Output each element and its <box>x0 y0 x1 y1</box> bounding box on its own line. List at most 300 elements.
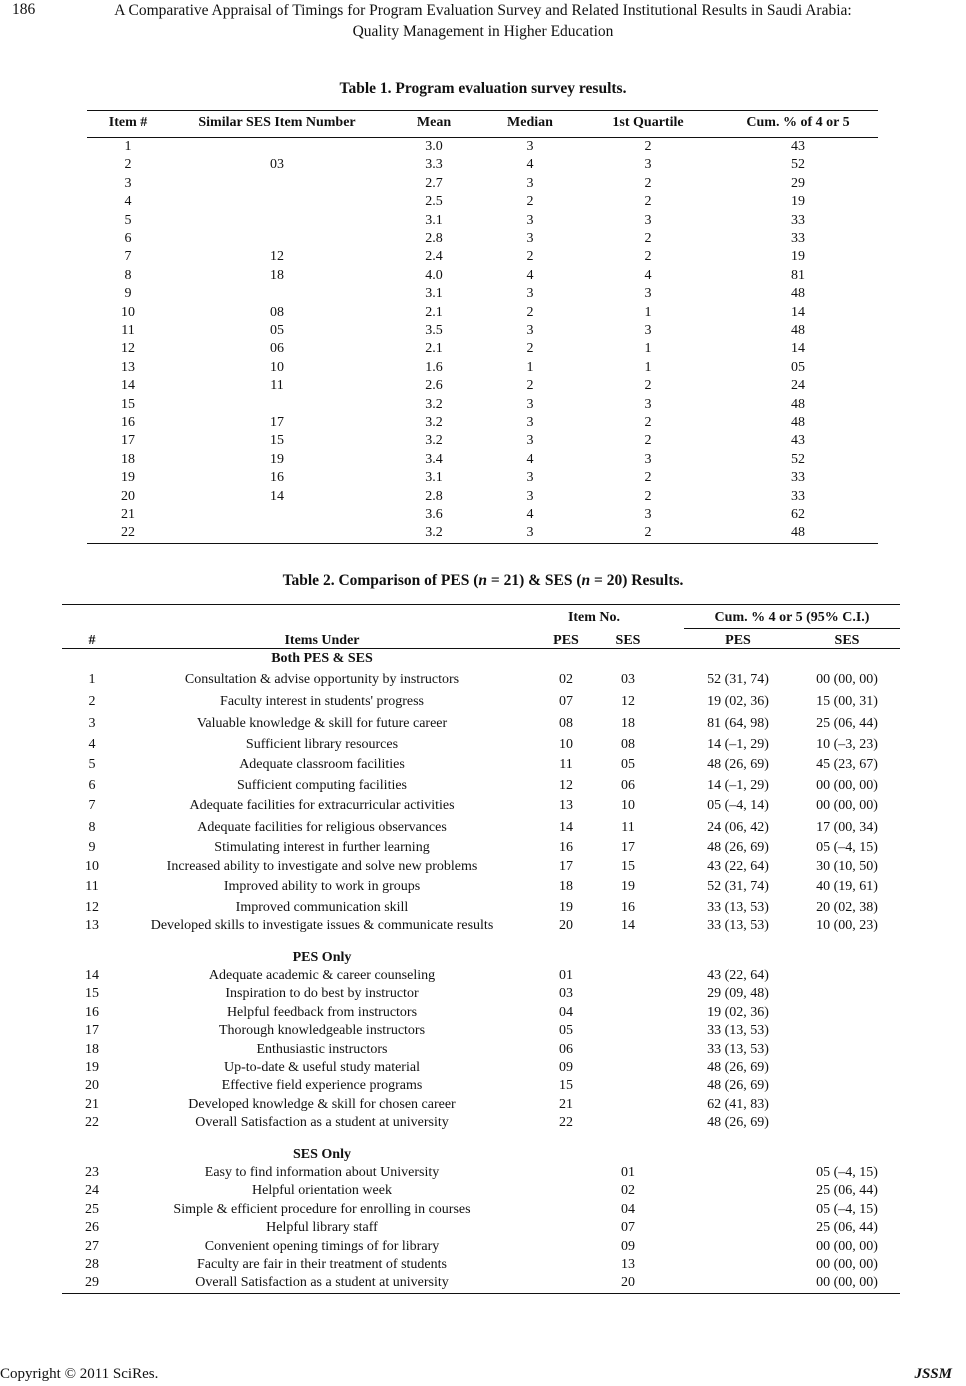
table2-cell-item: Stimulating interest in further learning <box>214 840 430 855</box>
table1-cell-first-quartile: 2 <box>644 470 652 486</box>
table2-cell-pes-cum: 48 (26, 69) <box>707 1078 769 1093</box>
table2-cell-ses-cum: 15 (00, 31) <box>816 694 878 709</box>
table2-cell-pes-item: 07 <box>559 694 573 709</box>
table2-caption <box>0 571 966 590</box>
table1-cell-similar-ses: 05 <box>270 323 284 338</box>
table2-cell-pes-item: 19 <box>559 900 573 915</box>
table1-row <box>87 340 878 358</box>
table1-cell-median: 3 <box>526 323 534 338</box>
table2-row <box>62 1077 900 1095</box>
table2-section-title: SES Only <box>293 1147 351 1162</box>
table2-cell-index: 9 <box>88 840 96 855</box>
table2-cell-ses-item: 14 <box>621 918 635 933</box>
table1-row <box>87 138 878 156</box>
table2-cell-pes-cum: 29 (09, 48) <box>707 986 769 1001</box>
table2-cell-index: 21 <box>85 1097 99 1112</box>
table1-cell-mean: 2.6 <box>425 378 443 394</box>
table1-cell-median: 3 <box>526 415 534 430</box>
table1-cell-mean: 2.8 <box>425 231 443 246</box>
table2-cell-index: 29 <box>85 1275 99 1290</box>
table2-cell-ses-item: 16 <box>621 900 635 915</box>
table1-row <box>87 414 878 432</box>
table2-cell-index: 2 <box>88 694 96 709</box>
table2-row <box>62 878 900 896</box>
table1-row <box>87 396 878 414</box>
table2-cell-index: 14 <box>85 968 99 983</box>
table2-cell-pes-item: 15 <box>559 1078 573 1093</box>
table2-group-cum: Cum. % 4 or 5 (95% C.I.) <box>714 610 870 625</box>
table2-row <box>62 1201 900 1219</box>
table2-cell-ses-item: 10 <box>621 798 635 813</box>
table2-cell-index: 16 <box>85 1005 99 1020</box>
table2-cell-index: 25 <box>85 1202 99 1217</box>
table1-cell-first-quartile: 4 <box>644 267 652 283</box>
table2-cell-ses-item: 09 <box>621 1239 635 1254</box>
table1-cell-item: 9 <box>124 286 132 302</box>
table2-cell-item: Overall Satisfaction as a student at university <box>195 1275 449 1290</box>
table2-cell-item: Helpful orientation week <box>252 1183 392 1198</box>
table1-cell-first-quartile: 1 <box>644 341 652 357</box>
table2-cell-pes-item: 14 <box>559 820 573 835</box>
table2-cell-ses-cum: 05 (–4, 15) <box>816 1202 878 1217</box>
table2-row <box>62 1041 900 1059</box>
table2-cell-pes-item: 09 <box>559 1060 573 1075</box>
table2-row <box>62 671 900 689</box>
table1-cell-mean: 3.2 <box>425 525 443 541</box>
table1-cell-first-quartile: 2 <box>644 378 652 394</box>
table1-cell-cum-pct: 24 <box>791 378 805 394</box>
table2-col-ses-item: SES <box>615 633 641 648</box>
table2-cell-pes-item: 20 <box>559 918 573 933</box>
table1-row <box>87 469 878 487</box>
table1-cell-cum-pct: 52 <box>791 451 805 467</box>
table1-row <box>87 451 878 469</box>
table2-cell-ses-item: 20 <box>621 1275 635 1290</box>
table1-cell-median: 4 <box>526 157 534 173</box>
table1-row <box>87 377 878 395</box>
table1-cell-item: 12 <box>121 341 135 357</box>
footer-copyright: Copyright © 2011 SciRes. <box>0 1366 159 1382</box>
table2-cell-item: Adequate facilities for extracurricular activities <box>189 798 455 813</box>
table1-cell-median: 4 <box>526 451 534 467</box>
table1-col-median: Median <box>507 115 553 130</box>
table1-cell-first-quartile: 3 <box>644 286 652 302</box>
table2-col-pes-item: PES <box>553 633 579 648</box>
table1-cell-cum-pct: 33 <box>791 231 805 246</box>
table2-cell-ses-cum: 00 (00, 00) <box>816 1257 878 1272</box>
table2-group-item-no: Item No. <box>567 610 621 625</box>
table2-cell-pes-cum: 19 (02, 36) <box>707 1005 769 1020</box>
table2-cell-ses-cum: 05 (–4, 15) <box>816 1165 878 1180</box>
table1-cell-first-quartile: 2 <box>644 194 652 210</box>
table2-cell-pes-cum: 33 (13, 53) <box>707 918 769 933</box>
table1-cell-item: 18 <box>121 451 135 467</box>
table2-cell-pes-cum: 48 (26, 69) <box>707 1115 769 1130</box>
table2-row <box>62 797 900 815</box>
table1-cell-median: 3 <box>526 525 534 541</box>
table2-col-pes-cum: PES <box>725 633 751 648</box>
table2-cell-pes-cum: 48 (26, 69) <box>707 840 769 855</box>
table1-row <box>87 304 878 322</box>
table1-row <box>87 175 878 193</box>
table2-cell-pes-item: 17 <box>559 859 573 874</box>
table2-cell-pes-item: 05 <box>559 1023 573 1038</box>
table2-cell-item: Improved communication skill <box>235 900 409 915</box>
table2-cell-pes-cum: 81 (64, 98) <box>707 716 769 731</box>
table1-cell-item: 10 <box>121 304 135 320</box>
table1-cell-first-quartile: 3 <box>644 212 652 228</box>
table1-cell-cum-pct: 48 <box>791 323 805 338</box>
table1-cell-cum-pct: 48 <box>791 415 805 430</box>
table1-cell-similar-ses: 17 <box>270 415 284 430</box>
table1-cell-mean: 3.1 <box>425 286 443 302</box>
table1-cell-first-quartile: 2 <box>644 488 652 504</box>
table2-cell-item: Adequate classroom facilities <box>239 757 405 772</box>
table1-cell-similar-ses: 11 <box>270 378 284 394</box>
table2-cell-item: Enthusiastic instructors <box>256 1042 388 1057</box>
table1-row <box>87 488 878 506</box>
table2-cell-index: 18 <box>85 1042 99 1057</box>
table1-cell-item: 11 <box>121 323 135 338</box>
table1-cell-median: 3 <box>526 433 534 449</box>
table2-caption-n1: n <box>478 572 488 589</box>
table1-cell-item: 6 <box>124 231 132 246</box>
table2-cell-pes-cum: 33 (13, 53) <box>707 1042 769 1057</box>
table2-section-pes-only <box>62 949 900 967</box>
table2-cell-item: Developed knowledge & skill for chosen career <box>188 1097 456 1112</box>
table1-cell-median: 4 <box>526 267 534 283</box>
table1-cell-item: 3 <box>124 175 132 191</box>
table1-cell-item: 13 <box>121 359 135 375</box>
table1-cell-first-quartile: 3 <box>644 451 652 467</box>
table2-cell-ses-cum: 25 (06, 44) <box>816 1183 878 1198</box>
table2-row <box>62 967 900 985</box>
table2-row <box>62 1096 900 1114</box>
table2-cell-pes-cum: 43 (22, 64) <box>707 968 769 983</box>
table2-cell-pes-cum: 62 (41, 83) <box>707 1097 769 1112</box>
table2-cell-index: 26 <box>85 1220 99 1235</box>
table1-cell-similar-ses: 06 <box>270 341 284 357</box>
table2-row <box>62 736 900 754</box>
table1-cell-item: 19 <box>121 470 135 486</box>
table1-cell-first-quartile: 3 <box>644 396 652 412</box>
table2-cell-index: 8 <box>88 820 96 835</box>
table2-row <box>62 1182 900 1200</box>
table1-row <box>87 322 878 340</box>
table1-cell-similar-ses: 19 <box>270 451 284 467</box>
table1-cell-similar-ses: 18 <box>270 267 284 283</box>
table2-cell-pes-cum: 14 (–1, 29) <box>707 778 769 793</box>
table1-cell-cum-pct: 43 <box>791 139 805 154</box>
table1-cell-mean: 2.1 <box>425 341 443 357</box>
table1-cell-mean: 3.6 <box>425 507 443 522</box>
table1-cell-similar-ses: 15 <box>270 433 284 449</box>
table2-row <box>62 899 900 917</box>
table2-cell-index: 20 <box>85 1078 99 1093</box>
table1-cell-median: 2 <box>526 378 534 394</box>
table2-cell-index: 6 <box>88 778 96 793</box>
table1-cell-mean: 3.4 <box>425 451 443 467</box>
table2-col-items-under: Items Under <box>284 633 360 648</box>
table1-cell-median: 3 <box>526 231 534 246</box>
table1-cell-item: 15 <box>121 396 135 412</box>
table1-row <box>87 156 878 174</box>
table1-bottom-rule <box>87 543 878 544</box>
table2-cell-pes-cum: 24 (06, 42) <box>707 820 769 835</box>
table2-cell-pes-item: 16 <box>559 840 573 855</box>
table1-cell-first-quartile: 3 <box>644 323 652 338</box>
table2-cell-pes-item: 01 <box>559 968 573 983</box>
table2-cell-pes-cum: 33 (13, 53) <box>707 1023 769 1038</box>
table1-cell-cum-pct: 33 <box>791 470 805 486</box>
table2-cell-ses-item: 17 <box>621 840 635 855</box>
table1-cell-median: 3 <box>526 175 534 191</box>
table1-cell-item: 14 <box>121 378 135 394</box>
table2-cell-ses-item: 05 <box>621 757 635 772</box>
table1-row <box>87 506 878 524</box>
table1-cell-cum-pct: 14 <box>791 304 805 320</box>
table1-cell-first-quartile: 2 <box>644 525 652 541</box>
table2-cell-item: Consultation & advise opportunity by instructors <box>184 672 460 687</box>
table1-row <box>87 285 878 303</box>
table2-cell-ses-item: 13 <box>621 1257 635 1272</box>
table2-row <box>62 715 900 733</box>
table1-cell-median: 3 <box>526 396 534 412</box>
table2-row <box>62 917 900 935</box>
table1-cell-item: 20 <box>121 488 135 504</box>
table2-cell-ses-cum: 00 (00, 00) <box>816 1239 878 1254</box>
table1-cell-item: 17 <box>121 433 135 449</box>
table2-cell-pes-item: 21 <box>559 1097 573 1112</box>
table2-cell-item: Valuable knowledge & skill for future career <box>196 716 448 731</box>
table2-cell-ses-cum: 20 (02, 38) <box>816 900 878 915</box>
running-title-line-1: A Comparative Appraisal of Timings for Program Evaluation Survey and Related Institutional Results in Saudi Arabia: <box>114 2 852 19</box>
table2-group-rule <box>684 628 900 629</box>
table1-cell-cum-pct: 48 <box>791 525 805 541</box>
table1-col-first-quartile: 1st Quartile <box>612 115 684 130</box>
table2-cell-item: Adequate facilities for religious observances <box>197 820 447 835</box>
table2-cell-item: Inspiration to do best by instructor <box>225 986 419 1001</box>
table2-cell-ses-item: 03 <box>621 672 635 687</box>
table1-col-item: Item # <box>108 115 148 130</box>
table1-cell-mean: 2.5 <box>425 194 443 210</box>
table1-cell-cum-pct: 48 <box>791 396 805 412</box>
table1-cell-first-quartile: 2 <box>644 415 652 430</box>
table1-cell-similar-ses: 16 <box>270 470 284 486</box>
table1-cell-mean: 4.0 <box>425 267 443 283</box>
table2-cell-pes-item: 11 <box>559 757 573 772</box>
table2-cell-pes-cum: 14 (–1, 29) <box>707 737 769 752</box>
table1-cell-item: 8 <box>124 267 132 283</box>
table2-row <box>62 819 900 837</box>
table2-cell-pes-item: 10 <box>559 737 573 752</box>
running-title-line-2: Quality Management in Higher Education <box>352 23 614 40</box>
table2-header-rule <box>62 648 900 649</box>
table1-cell-mean: 1.6 <box>425 359 443 375</box>
table1-cell-item: 22 <box>121 525 135 541</box>
table2-row <box>62 1256 900 1274</box>
table2-cell-index: 28 <box>85 1257 99 1272</box>
table1-col-cum-pct: Cum. % of 4 or 5 <box>746 115 850 130</box>
table2-section-ses-only <box>62 1146 900 1164</box>
table2-cell-ses-item: 15 <box>621 859 635 874</box>
table2-cell-pes-item: 18 <box>559 879 573 894</box>
running-title <box>50 0 916 42</box>
page-number: 186 <box>12 1 36 18</box>
table1-cell-mean: 3.2 <box>425 396 443 412</box>
table2-section-title: Both PES & SES <box>271 651 373 666</box>
table2-cell-index: 11 <box>85 879 99 894</box>
table2-cell-ses-item: 07 <box>621 1220 635 1235</box>
table2-cell-index: 22 <box>85 1115 99 1130</box>
table1-cell-median: 4 <box>526 507 534 522</box>
table1-cell-similar-ses: 14 <box>270 488 284 504</box>
table2-cell-ses-cum: 17 (00, 34) <box>816 820 878 835</box>
table1-cell-first-quartile: 2 <box>644 139 652 154</box>
table2-cell-index: 1 <box>88 672 96 687</box>
table2-cell-ses-item: 01 <box>621 1165 635 1180</box>
table1-cell-first-quartile: 2 <box>644 433 652 449</box>
table1-cell-cum-pct: 62 <box>791 507 805 522</box>
table1-cell-item: 4 <box>124 194 132 210</box>
table1-cell-first-quartile: 3 <box>644 507 652 522</box>
table2-cell-ses-item: 06 <box>621 778 635 793</box>
table1-col-similar-ses: Similar SES Item Number <box>198 115 356 130</box>
table1-cell-cum-pct: 43 <box>791 433 805 449</box>
table2-row <box>62 1022 900 1040</box>
table1-cell-mean: 2.7 <box>425 175 443 191</box>
table1-cell-similar-ses: 12 <box>270 249 284 265</box>
table1-row <box>87 524 878 542</box>
table2-cell-pes-item: 22 <box>559 1115 573 1130</box>
table2-cell-item: Developed skills to investigate issues & communicate results <box>150 918 494 933</box>
table2-row <box>62 693 900 711</box>
table2-cell-pes-item: 06 <box>559 1042 573 1057</box>
table2-cell-item: Convenient opening timings of for library <box>204 1239 440 1254</box>
table1-row <box>87 248 878 266</box>
table1-cell-item: 2 <box>124 157 132 173</box>
table1-cell-cum-pct: 05 <box>791 359 805 375</box>
table1-cell-cum-pct: 52 <box>791 157 805 173</box>
table2-cell-ses-cum: 00 (00, 00) <box>816 798 878 813</box>
table2-cell-ses-cum: 30 (10, 50) <box>816 859 878 874</box>
table1-cell-mean: 3.1 <box>425 212 443 228</box>
table2-cell-ses-item: 12 <box>621 694 635 709</box>
table1-col-mean: Mean <box>416 115 452 130</box>
table1-cell-first-quartile: 3 <box>644 157 652 173</box>
table2-cell-index: 27 <box>85 1239 99 1254</box>
table2-cell-pes-cum: 52 (31, 74) <box>707 672 769 687</box>
table1-cell-first-quartile: 2 <box>644 175 652 191</box>
table2-col-index: # <box>88 633 96 648</box>
table1-cell-similar-ses: 10 <box>270 359 284 375</box>
table2-cell-pes-item: 03 <box>559 986 573 1001</box>
table1-cell-item: 16 <box>121 415 135 430</box>
table2-cell-ses-cum: 05 (–4, 15) <box>816 840 878 855</box>
table2-cell-index: 17 <box>85 1023 99 1038</box>
table2-row <box>62 1004 900 1022</box>
table2-cell-index: 24 <box>85 1183 99 1198</box>
table2-cell-ses-item: 08 <box>621 737 635 752</box>
table2-cell-item: Sufficient library resources <box>245 737 399 752</box>
table1-caption: Table 1. Program evaluation survey results. <box>339 80 627 97</box>
table2-row <box>62 1059 900 1077</box>
table1-cell-cum-pct: 33 <box>791 212 805 228</box>
table1-cell-mean: 3.2 <box>425 433 443 449</box>
table1-row <box>87 432 878 450</box>
table2-cell-item: Adequate academic & career counseling <box>208 968 436 983</box>
table1-cell-first-quartile: 2 <box>644 231 652 246</box>
table2-section-both <box>62 650 900 668</box>
table2-cell-ses-cum: 00 (00, 00) <box>816 778 878 793</box>
table1-cell-cum-pct: 33 <box>791 488 805 504</box>
table1-cell-item: 21 <box>121 507 135 522</box>
table2-cell-index: 15 <box>85 986 99 1001</box>
table2-row <box>62 839 900 857</box>
table2-cell-item: Improved ability to work in groups <box>223 879 421 894</box>
table1-cell-median: 2 <box>526 194 534 210</box>
table1-cell-median: 3 <box>526 488 534 504</box>
table2-row <box>62 858 900 876</box>
table1-cell-cum-pct: 19 <box>791 194 805 210</box>
table2-cell-item: Helpful feedback from instructors <box>226 1005 418 1020</box>
table2-caption-prefix: Table 2. Comparison of PES ( <box>282 572 479 589</box>
table1-cell-median: 2 <box>526 341 534 357</box>
table2-cell-ses-item: 19 <box>621 879 635 894</box>
table2-cell-index: 13 <box>85 918 99 933</box>
table1-cell-median: 3 <box>526 212 534 228</box>
table1-cell-mean: 2.4 <box>425 249 443 265</box>
table2-row <box>62 777 900 795</box>
table2-row <box>62 756 900 774</box>
table2-cell-pes-item: 02 <box>559 672 573 687</box>
table1-cell-median: 3 <box>526 139 534 154</box>
table2-cell-item: Simple & efficient procedure for enrolling in courses <box>173 1202 471 1217</box>
table2-row <box>62 1114 900 1132</box>
table2-cell-ses-item: 18 <box>621 716 635 731</box>
table2-cell-ses-item: 11 <box>621 820 635 835</box>
table2-cell-item: Up-to-date & useful study material <box>224 1060 420 1075</box>
table2-cell-item: Faculty interest in students' progress <box>220 694 424 709</box>
table1-cell-mean: 3.1 <box>425 470 443 486</box>
table2-cell-index: 3 <box>88 716 96 731</box>
table2-row <box>62 1219 900 1237</box>
table2-row <box>62 1164 900 1182</box>
table2-cell-pes-item: 12 <box>559 778 573 793</box>
table1-cell-mean: 3.2 <box>425 415 443 430</box>
table1-cell-mean: 3.5 <box>425 323 443 338</box>
table2-cell-pes-cum: 05 (–4, 14) <box>707 798 769 813</box>
table2-top-rule <box>62 604 900 605</box>
table2-cell-item: Faculty are fair in their treatment of students <box>197 1257 447 1272</box>
table1-row <box>87 267 878 285</box>
table2-col-ses-cum: SES <box>834 633 860 648</box>
table1-cell-cum-pct: 29 <box>791 175 805 191</box>
table2-cell-ses-cum: 45 (23, 67) <box>816 757 878 772</box>
table2-cell-index: 5 <box>88 757 96 772</box>
table1-cell-similar-ses: 08 <box>270 304 284 320</box>
table2-cell-pes-cum: 52 (31, 74) <box>707 879 769 894</box>
table2-cell-ses-cum: 00 (00, 00) <box>816 672 878 687</box>
table1-cell-first-quartile: 2 <box>644 249 652 265</box>
table2-caption-suffix: = 20) Results. <box>590 572 684 589</box>
table2-cell-index: 19 <box>85 1060 99 1075</box>
table2-cell-item: Easy to find information about University <box>204 1165 440 1180</box>
table2-cell-ses-item: 02 <box>621 1183 635 1198</box>
table2-cell-ses-cum: 25 (06, 44) <box>816 1220 878 1235</box>
table1-cell-mean: 2.8 <box>425 488 443 504</box>
table1-cell-item: 1 <box>124 139 132 154</box>
